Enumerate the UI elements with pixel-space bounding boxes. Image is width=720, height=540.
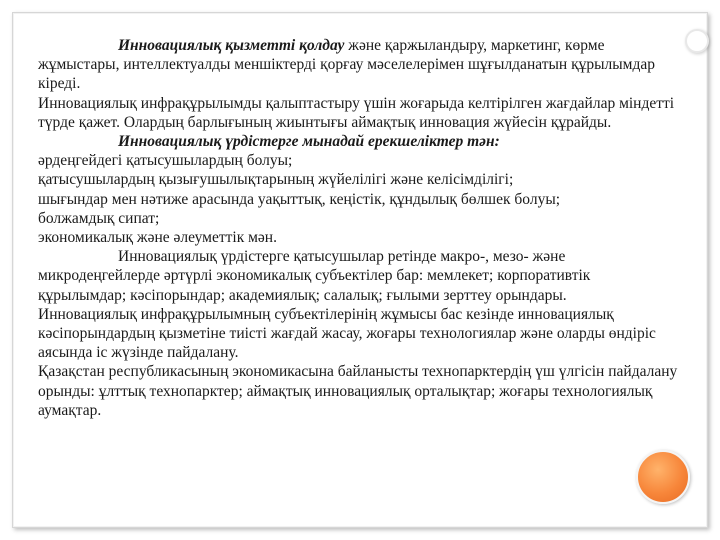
list-item: қатысушылардың қызығушылықтарының жүйелілігі және келісімділігі; xyxy=(38,171,514,189)
paragraph-features-heading xyxy=(38,132,678,151)
list-item: шығындар мен нәтиже арасында уақыттық, кеңістік, құндылық бөлшек болуы; xyxy=(38,190,561,208)
emphasis-support: Инновациялық қызметті қолдау xyxy=(118,37,345,54)
list-item: әрдеңгейдегі қатысушылардың болуы; xyxy=(38,152,293,170)
paragraph-text: және қаржыландыру, маркетинг, көрме жұмыстары, интеллектуалды меншіктерді қорғау мәселелерімен шұғылданатын құрылымдар кіреді. xyxy=(38,37,655,93)
orange-circle-icon xyxy=(636,450,690,504)
paragraph-subjects: Инновациялық инфрақұрылымның субъектілерінің жұмысы бас кезінде инновациялық кәсіпорындардың қызметіне тиісті жағдай жасау, жоғары технологиялар және оларды өндіріс аясында іс жүзінде пайдалану. xyxy=(38,305,656,362)
paragraph-technoparks: Қазақстан республикасының экономикасына байланысты технопарктердің үш үлгісін пайдалану орынды: ұлттық технопарктер; аймақтық инновациялық орталықтар; жоғары технологиялық аумақтар. xyxy=(38,363,678,419)
paragraph-participants: Инновациялық үрдістерге қатысушылар ретінде макро-, мезо- және микродеңгейлерде әртүрлі экономикалық субъектілер бар: мемлекет; корпоративтік құрылымдар; кәсіпорындар; академиялық; салалық; ғылыми зерттеу орындары. xyxy=(38,248,591,304)
paragraph-support-structures xyxy=(38,36,678,94)
list-item: экономикалық және әлеуметтік мән. xyxy=(38,229,277,247)
emphasis-features: Инновациялық үрдістерге мынадай ерекшеліктер тән: xyxy=(118,133,500,151)
decorative-circle-icon xyxy=(685,29,709,53)
paragraph-infrastructure: Инновациялық инфрақұрылымды қалыптастыру үшін жоғарыда келтірілген жағдайлар міндетті түрде қажет. Олардың барлығының жиынтығы аймақтық инновация жүйесін құрайды. xyxy=(38,94,675,131)
body-text xyxy=(38,36,678,420)
list-item: болжамдық сипат; xyxy=(38,209,160,227)
